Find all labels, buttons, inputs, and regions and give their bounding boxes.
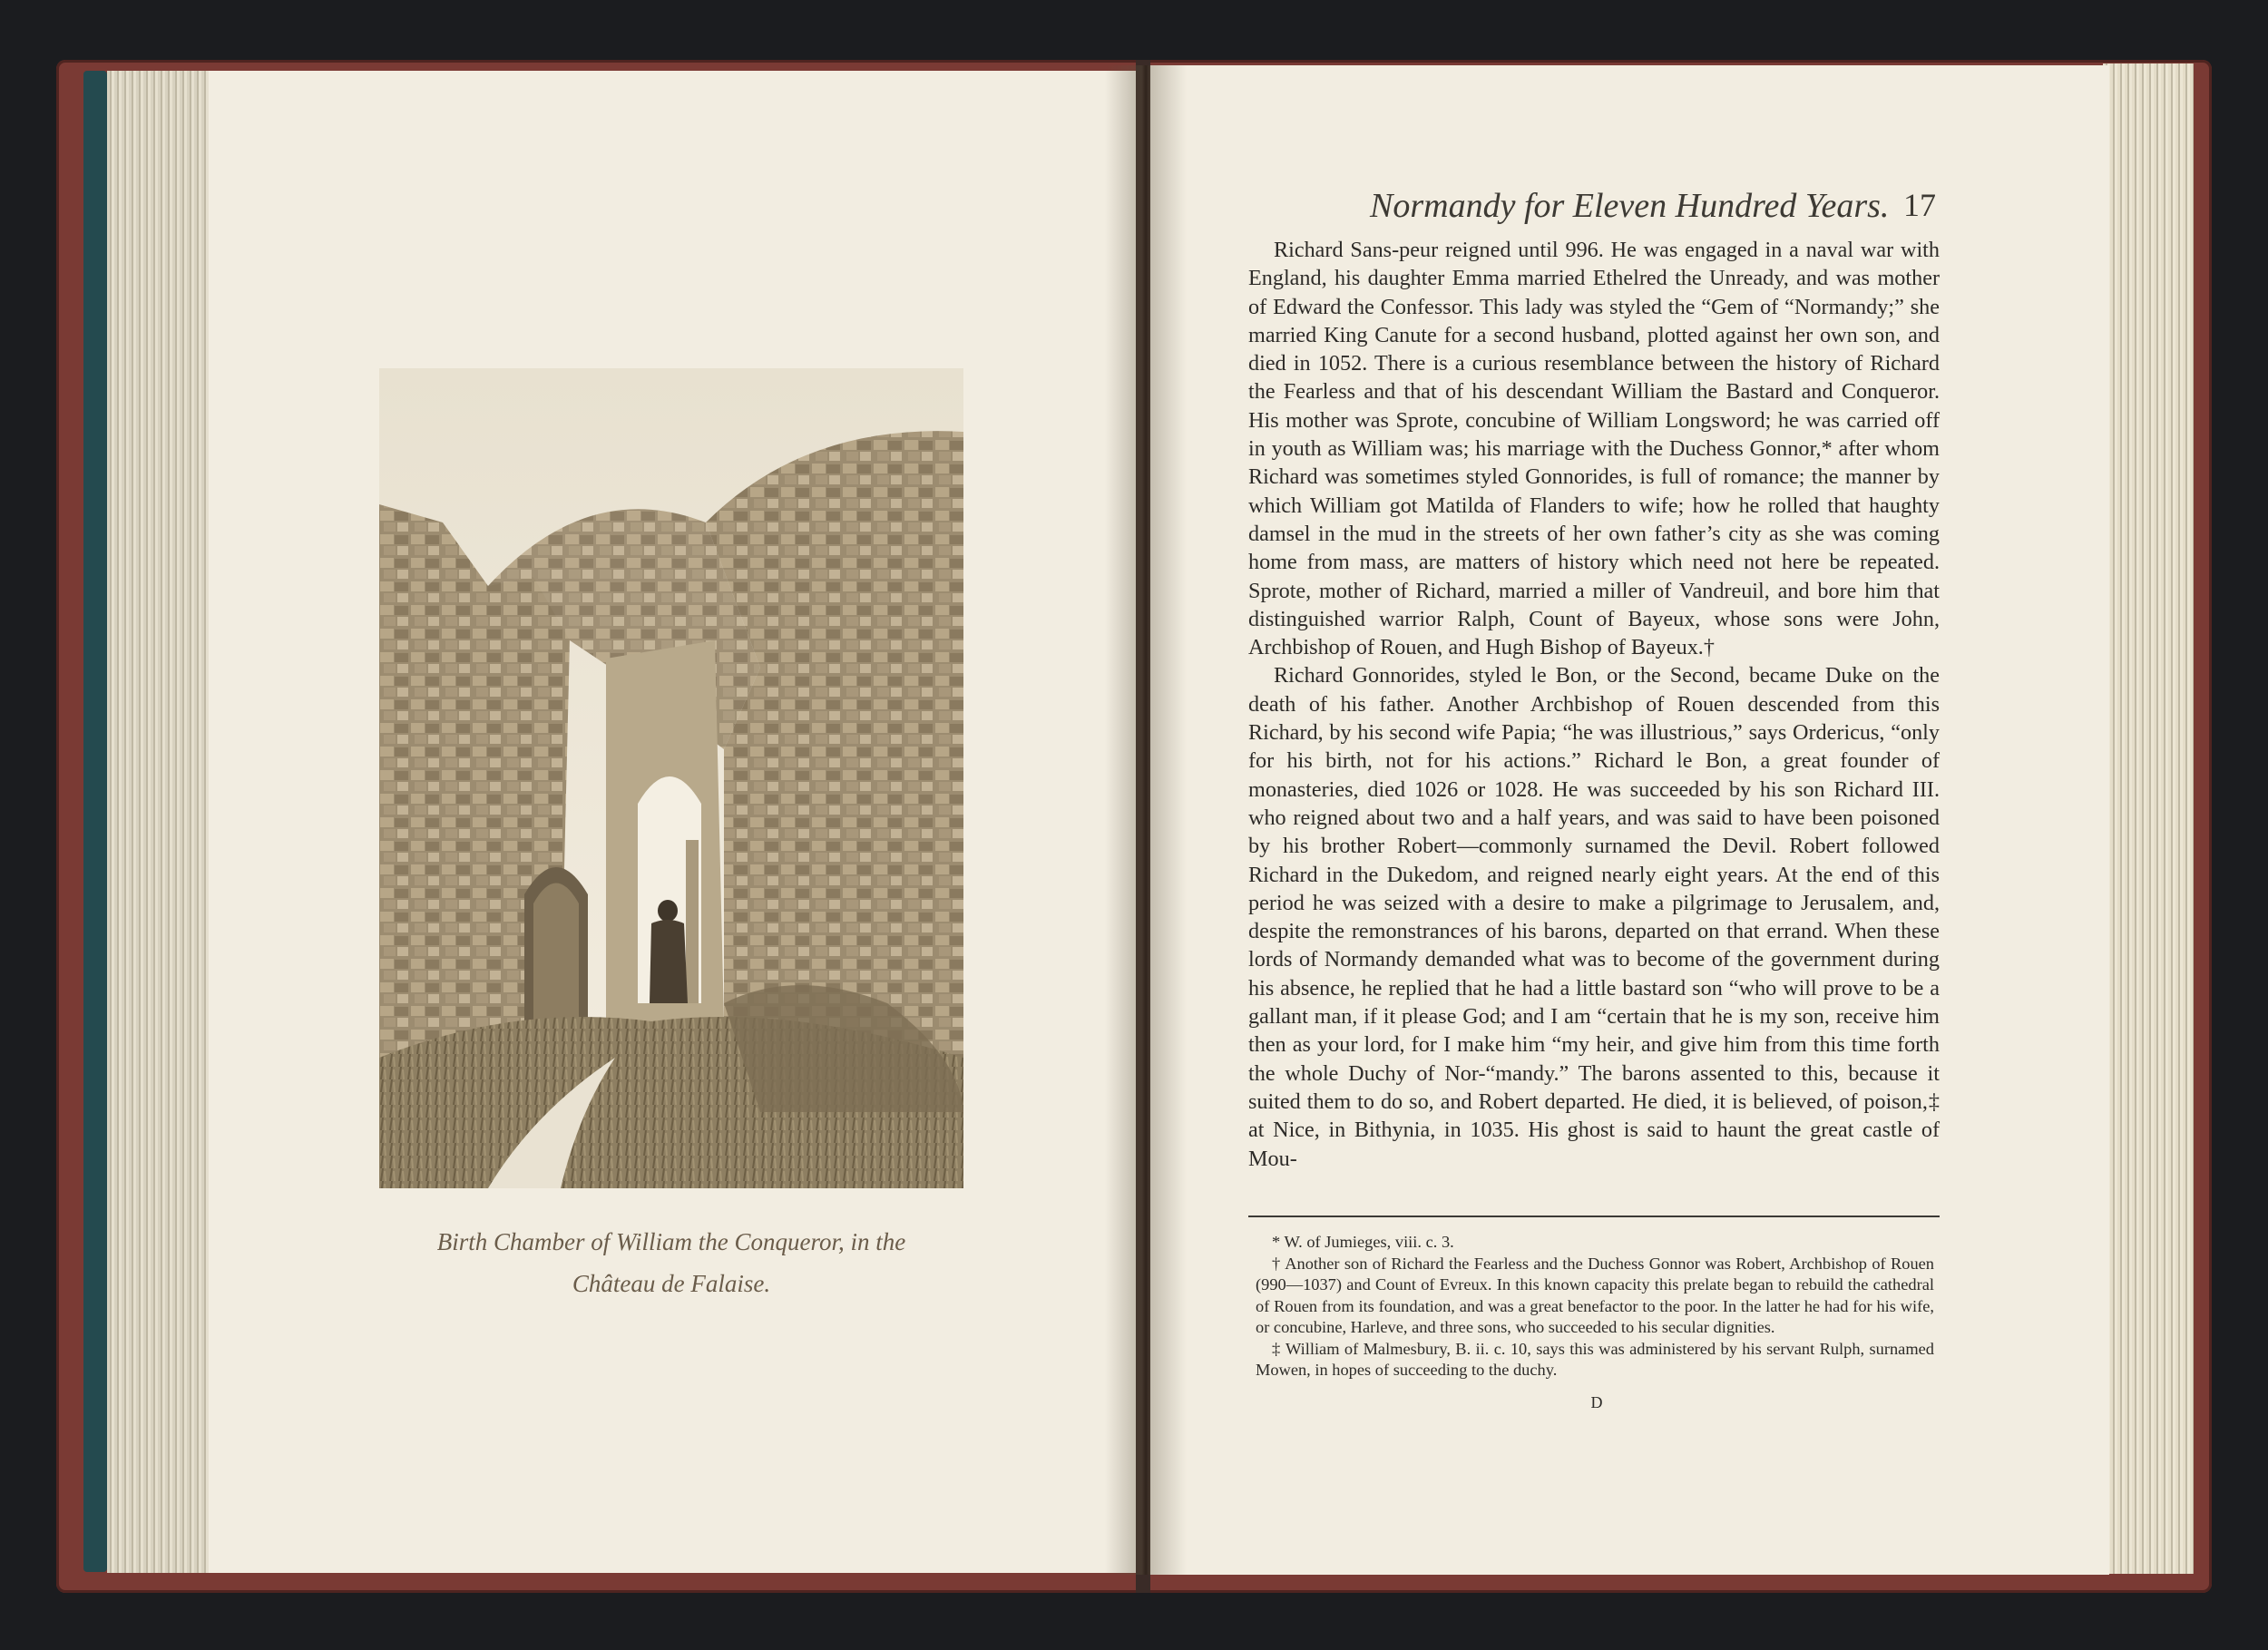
footnote-3: ‡ William of Malmesbury, B. ii. c. 10, says this was administered by his servant Rulph, surnamed Mowen, in hopes of succeeding to the duchy.: [1256, 1339, 1934, 1379]
footnote-2: † Another son of Richard the Fearless and the Duchess Gonnor was Robert, Archbishop of Rouen (990—1037) and Count of Evreux. In this known capacity this prelate began to rebuild the cathedral of Rouen from its foundation, and was a great benefactor to the poor. In the latter he had for his wife, or concubine, Harleve, and three sons, who succeeded to his secular dignities.: [1256, 1254, 1934, 1336]
caption-line-1: Birth Chamber of William the Conqueror, in the: [436, 1228, 906, 1255]
running-header: Normandy for Eleven Hundred Years.: [1370, 187, 1890, 225]
paragraph-1: Richard Sans-peur reigned until 996. He was engaged in a naval war with England, his daughter Emma married Ethelred the Unready, and was mother of Edward the Confessor. This lady was styled the “Gem of “Normandy;” she married King Canute for a second husband, plotted against her own son, and died in 1052. There is a curious resemblance between the history of Richard the Fearless and that of his descendant William the Bastard and Conqueror. His mother was Sprote, concubine of William Longsword; he was carried off in youth as William was; his marriage with the Duchess Gonnor,* after whom Richard was sometimes styled Gonnorides, is full of romance; the manner by which William got Matilda of Flanders to wife; how he rolled that haughty damsel in the mud in the streets of her own father’s city as she was coming home from mass, are matters of history which need not here be repeated. Sprote, mother of Richard, married a miller of Vandreuil, and bore him that distinguished warrior Ralph, Count of Bayeux, whose sons were John, Archbishop of Rouen, and Hugh Bishop of Bayeux.†: [1248, 238, 1940, 660]
page-edges-left: [107, 71, 214, 1573]
signature-mark: D: [1590, 1393, 1603, 1411]
book-spine-edge: [83, 71, 107, 1572]
body-text: [1248, 236, 1940, 1173]
gutter-shadow: [1105, 65, 1187, 1575]
page-number: 17: [1903, 187, 1936, 223]
footnote-1: * W. of Jumieges, viii. c. 3.: [1272, 1233, 1454, 1251]
paragraph-2: Richard Gonnorides, styled le Bon, or the Second, became Duke on the death of his father. Another Archbishop of Rouen descended from this Richard, by his second wife Papia; “he was illustrious,” says Ordericus, “only for his birth, not for his actions.” Richard le Bon, a great founder of monasteries, died 1026 or 1028. He was succeeded by his son Richard III. who reigned about two and a half years, and was said to have been poisoned by his brother Robert—commonly surnamed the Devil. Robert followed Richard in the Dukedom, and reigned nearly eight years. At the end of this period he was seized with a desire to make a pilgrimage to Jerusalem, and, despite the remonstrances of his barons, departed on that errand. When these lords of Normandy demanded what was to become of the government during his absence, he replied that he had a little bastard son “who will prove to be a gallant man, if it please God; and I am “certain that he is my son, receive him then as your lord, for I make him “my heir, and give him from this time forth the whole Duchy of Nor-“mandy.” The barons assented to this, because it suited them to do so, and Robert departed. He died, it is believed, of poison,‡ at Nice, in Bithynia, in 1035. His ghost is said to haunt the great castle of Mou-: [1248, 663, 1940, 1171]
footnote-rule: [1248, 1216, 1940, 1217]
page-edges-right: [2103, 63, 2194, 1574]
photo-caption: [345, 1221, 998, 1304]
caption-line-2: Château de Falaise.: [572, 1270, 771, 1297]
footnotes: [1256, 1232, 1934, 1382]
tipped-in-photograph: [379, 368, 963, 1188]
